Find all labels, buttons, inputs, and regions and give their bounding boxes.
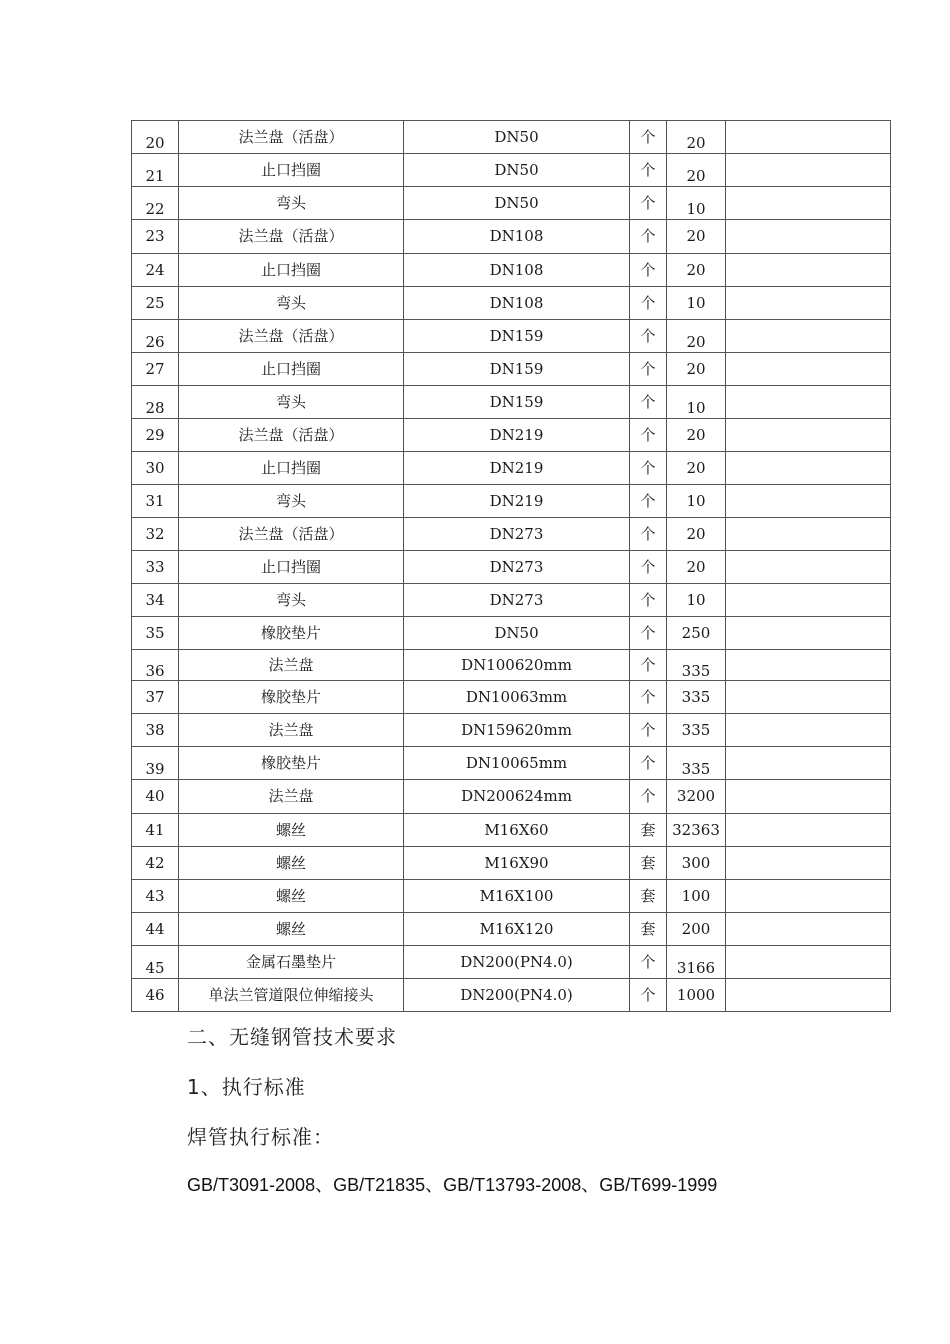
cell-qty: 20 <box>667 518 726 551</box>
cell-note <box>726 979 891 1012</box>
table-row <box>132 353 891 386</box>
cell-note <box>726 551 891 584</box>
cell-note <box>726 847 891 880</box>
cell-unit: 个 <box>630 154 667 187</box>
cell-no: 34 <box>132 584 179 617</box>
table-row <box>132 320 891 353</box>
cell-spec: DN273 <box>404 551 630 584</box>
cell-note <box>726 518 891 551</box>
table-row <box>132 617 891 650</box>
cell-unit: 个 <box>630 320 667 353</box>
cell-no: 39 <box>132 747 179 780</box>
cell-qty: 200 <box>667 913 726 946</box>
cell-note <box>726 187 891 220</box>
cell-name: 法兰盘（活盘） <box>179 419 404 452</box>
cell-unit: 个 <box>630 187 667 220</box>
cell-name: 法兰盘（活盘） <box>179 320 404 353</box>
cell-qty: 20 <box>667 254 726 287</box>
cell-qty: 10 <box>667 485 726 518</box>
cell-unit: 个 <box>630 485 667 518</box>
cell-no: 31 <box>132 485 179 518</box>
cell-name: 法兰盘 <box>179 780 404 814</box>
table-row <box>132 913 891 946</box>
cell-qty: 20 <box>667 320 726 353</box>
table-row <box>132 419 891 452</box>
cell-no: 46 <box>132 979 179 1012</box>
cell-name: 止口挡圈 <box>179 154 404 187</box>
cell-note <box>726 220 891 254</box>
table-row <box>132 747 891 780</box>
materials-table <box>131 120 891 1012</box>
cell-name: 止口挡圈 <box>179 452 404 485</box>
cell-no: 24 <box>132 254 179 287</box>
cell-unit: 个 <box>630 617 667 650</box>
cell-note <box>726 254 891 287</box>
subsection-heading: 1、执行标准 <box>187 1075 306 1099</box>
cell-no: 22 <box>132 187 179 220</box>
cell-no: 20 <box>132 121 179 154</box>
cell-no: 40 <box>132 780 179 814</box>
cell-name: 止口挡圈 <box>179 254 404 287</box>
cell-note <box>726 287 891 320</box>
cell-no: 44 <box>132 913 179 946</box>
cell-name: 单法兰管道限位伸缩接头 <box>179 979 404 1012</box>
cell-spec: DN108 <box>404 287 630 320</box>
table-row <box>132 681 891 714</box>
cell-name: 螺丝 <box>179 847 404 880</box>
cell-qty: 335 <box>667 681 726 714</box>
table-row <box>132 584 891 617</box>
cell-spec: DN219 <box>404 452 630 485</box>
cell-no: 45 <box>132 946 179 979</box>
cell-qty: 20 <box>667 154 726 187</box>
cell-spec: DN200624mm <box>404 780 630 814</box>
cell-qty: 10 <box>667 287 726 320</box>
cell-note <box>726 880 891 913</box>
cell-name: 橡胶垫片 <box>179 747 404 780</box>
cell-name: 法兰盘（活盘） <box>179 121 404 154</box>
cell-no: 27 <box>132 353 179 386</box>
table-row <box>132 979 891 1012</box>
cell-qty: 32363 <box>667 814 726 847</box>
table-row <box>132 187 891 220</box>
cell-no: 32 <box>132 518 179 551</box>
cell-unit: 个 <box>630 780 667 814</box>
cell-no: 41 <box>132 814 179 847</box>
table-row <box>132 518 891 551</box>
cell-qty: 250 <box>667 617 726 650</box>
cell-qty: 1000 <box>667 979 726 1012</box>
table-row <box>132 287 891 320</box>
table-row <box>132 220 891 254</box>
cell-qty: 20 <box>667 353 726 386</box>
cell-name: 法兰盘 <box>179 650 404 681</box>
cell-note <box>726 617 891 650</box>
cell-no: 35 <box>132 617 179 650</box>
cell-qty: 20 <box>667 419 726 452</box>
table-row <box>132 880 891 913</box>
cell-qty: 3200 <box>667 780 726 814</box>
cell-note <box>726 681 891 714</box>
cell-name: 弯头 <box>179 386 404 419</box>
cell-qty: 20 <box>667 220 726 254</box>
cell-no: 38 <box>132 714 179 747</box>
cell-qty: 10 <box>667 386 726 419</box>
cell-qty: 10 <box>667 187 726 220</box>
cell-no: 29 <box>132 419 179 452</box>
cell-no: 21 <box>132 154 179 187</box>
cell-unit: 个 <box>630 386 667 419</box>
cell-no: 36 <box>132 650 179 681</box>
cell-qty: 335 <box>667 714 726 747</box>
cell-qty: 20 <box>667 121 726 154</box>
cell-name: 弯头 <box>179 287 404 320</box>
cell-name: 金属石墨垫片 <box>179 946 404 979</box>
cell-name: 螺丝 <box>179 913 404 946</box>
cell-unit: 个 <box>630 220 667 254</box>
cell-name: 法兰盘 <box>179 714 404 747</box>
cell-no: 26 <box>132 320 179 353</box>
standards-list: GB/T3091-2008、GB/T21835、GB/T13793-2008、GB/T699-1999 <box>187 1175 718 1195</box>
cell-qty: 20 <box>667 551 726 584</box>
table-row <box>132 946 891 979</box>
cell-no: 23 <box>132 220 179 254</box>
cell-note <box>726 584 891 617</box>
cell-spec: DN108 <box>404 220 630 254</box>
table-row <box>132 714 891 747</box>
cell-note <box>726 814 891 847</box>
cell-unit: 个 <box>630 714 667 747</box>
cell-spec: DN50 <box>404 121 630 154</box>
cell-note <box>726 419 891 452</box>
cell-qty: 335 <box>667 747 726 780</box>
cell-unit: 套 <box>630 814 667 847</box>
cell-name: 法兰盘（活盘） <box>179 518 404 551</box>
cell-qty: 20 <box>667 452 726 485</box>
cell-no: 42 <box>132 847 179 880</box>
cell-unit: 个 <box>630 946 667 979</box>
cell-note <box>726 452 891 485</box>
cell-qty: 300 <box>667 847 726 880</box>
cell-spec: M16X100 <box>404 880 630 913</box>
cell-spec: DN50 <box>404 617 630 650</box>
cell-name: 螺丝 <box>179 814 404 847</box>
table-row <box>132 780 891 814</box>
cell-spec: M16X90 <box>404 847 630 880</box>
cell-spec: DN219 <box>404 485 630 518</box>
cell-spec: DN219 <box>404 419 630 452</box>
cell-name: 止口挡圈 <box>179 551 404 584</box>
cell-unit: 个 <box>630 584 667 617</box>
table-row <box>132 121 891 154</box>
cell-spec: M16X60 <box>404 814 630 847</box>
cell-note <box>726 780 891 814</box>
table-row <box>132 386 891 419</box>
cell-note <box>726 714 891 747</box>
table-row <box>132 452 891 485</box>
cell-no: 43 <box>132 880 179 913</box>
cell-unit: 个 <box>630 254 667 287</box>
cell-no: 30 <box>132 452 179 485</box>
cell-spec: DN100620mm <box>404 650 630 681</box>
cell-note <box>726 320 891 353</box>
cell-qty: 335 <box>667 650 726 681</box>
cell-name: 橡胶垫片 <box>179 681 404 714</box>
cell-note <box>726 386 891 419</box>
cell-name: 法兰盘（活盘） <box>179 220 404 254</box>
cell-note <box>726 154 891 187</box>
cell-note <box>726 121 891 154</box>
cell-spec: DN108 <box>404 254 630 287</box>
cell-unit: 个 <box>630 979 667 1012</box>
cell-unit: 个 <box>630 121 667 154</box>
cell-name: 橡胶垫片 <box>179 617 404 650</box>
cell-name: 弯头 <box>179 584 404 617</box>
cell-note <box>726 913 891 946</box>
cell-name: 螺丝 <box>179 880 404 913</box>
table-row <box>132 485 891 518</box>
cell-unit: 个 <box>630 551 667 584</box>
cell-unit: 套 <box>630 913 667 946</box>
cell-spec: DN50 <box>404 154 630 187</box>
cell-spec: DN273 <box>404 584 630 617</box>
cell-no: 33 <box>132 551 179 584</box>
cell-note <box>726 485 891 518</box>
table-row <box>132 650 891 681</box>
cell-note <box>726 353 891 386</box>
cell-no: 37 <box>132 681 179 714</box>
cell-spec: DN159 <box>404 386 630 419</box>
cell-unit: 个 <box>630 452 667 485</box>
cell-note <box>726 946 891 979</box>
cell-spec: DN159 <box>404 353 630 386</box>
cell-no: 28 <box>132 386 179 419</box>
cell-spec: DN200(PN4.0) <box>404 979 630 1012</box>
cell-name: 弯头 <box>179 187 404 220</box>
cell-spec: M16X120 <box>404 913 630 946</box>
cell-name: 弯头 <box>179 485 404 518</box>
table-row <box>132 551 891 584</box>
cell-unit: 个 <box>630 650 667 681</box>
cell-unit: 个 <box>630 681 667 714</box>
cell-spec: DN200(PN4.0) <box>404 946 630 979</box>
cell-unit: 个 <box>630 518 667 551</box>
table-row <box>132 814 891 847</box>
cell-spec: DN159620mm <box>404 714 630 747</box>
table-row <box>132 847 891 880</box>
cell-note <box>726 747 891 780</box>
cell-unit: 个 <box>630 747 667 780</box>
cell-note <box>726 650 891 681</box>
cell-unit: 个 <box>630 353 667 386</box>
cell-spec: DN159 <box>404 320 630 353</box>
table-row <box>132 154 891 187</box>
cell-qty: 10 <box>667 584 726 617</box>
cell-unit: 套 <box>630 847 667 880</box>
cell-no: 25 <box>132 287 179 320</box>
cell-spec: DN273 <box>404 518 630 551</box>
cell-unit: 个 <box>630 287 667 320</box>
cell-qty: 100 <box>667 880 726 913</box>
cell-unit: 个 <box>630 419 667 452</box>
cell-qty: 3166 <box>667 946 726 979</box>
standards-label: 焊管执行标准： <box>187 1125 334 1149</box>
cell-spec: DN10063mm <box>404 681 630 714</box>
cell-unit: 套 <box>630 880 667 913</box>
table-row <box>132 254 891 287</box>
cell-spec: DN10065mm <box>404 747 630 780</box>
materials-table-body <box>132 121 891 1012</box>
cell-spec: DN50 <box>404 187 630 220</box>
cell-name: 止口挡圈 <box>179 353 404 386</box>
section-heading: 二、无缝钢管技术要求 <box>187 1025 397 1049</box>
